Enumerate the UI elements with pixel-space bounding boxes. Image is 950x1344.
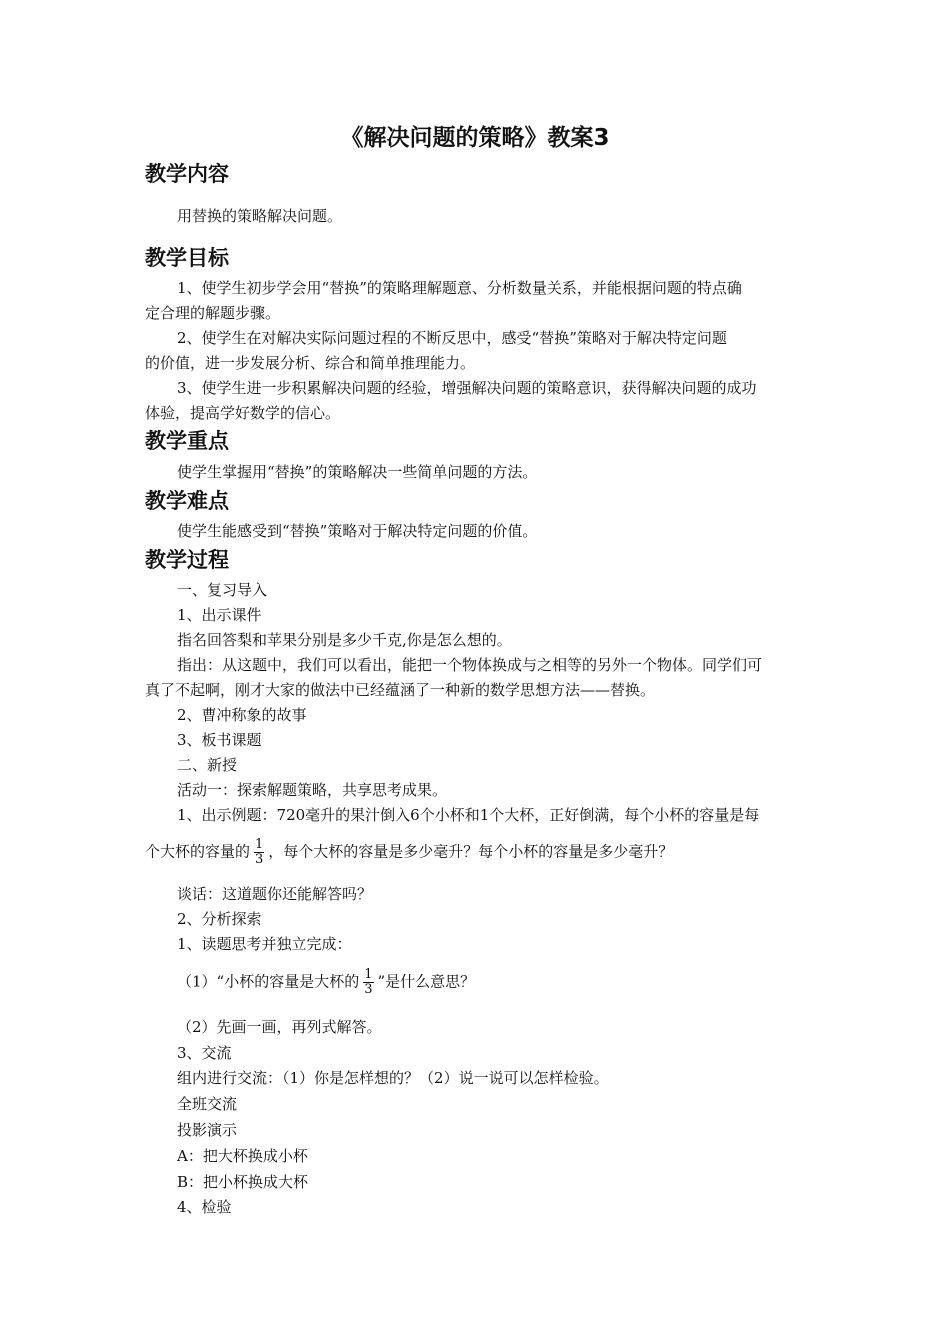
key-text: 使学生掌握用“替换”的策略解决一些简单问题的方法。	[177, 463, 538, 481]
process-line: 指出：从这题中，我们可以看出，能把一个物体换成与之相等的另外一个物体。同学们可	[177, 656, 763, 674]
process-line: 投影演示	[177, 1121, 238, 1139]
process-line: （2）先画一画，再列式解答。	[177, 1018, 382, 1036]
example-problem-line-1: 1、出示例题：720毫升的果汁倒入6个小杯和1个大杯，正好倒满，每个小杯的容量是每	[177, 806, 760, 824]
goal-3-line-1: 3、使学生进一步积累解决问题的经验，增强解决问题的策略意识，获得解决问题的成功	[177, 379, 757, 397]
fraction-numerator: 1	[255, 837, 264, 852]
process-line: 真了不起啊，刚才大家的做法中已经蕴涵了一种新的数学思想方法——替换。	[145, 681, 656, 699]
process-line: A：把大杯换成小杯	[177, 1147, 308, 1165]
question-1-line	[177, 968, 475, 997]
process-line: 组内进行交流：（1）你是怎样想的？（2）说一说可以怎样检验。	[177, 1069, 609, 1087]
fraction-denominator: 3	[255, 852, 264, 867]
difficulty-text: 使学生能感受到“替换”策略对于解决特定问题的价值。	[177, 522, 538, 540]
process-line: 谈话：这道题你还能解答吗？	[177, 885, 373, 903]
fraction-one-third	[254, 838, 264, 867]
goal-1-line-1: 1、使学生初步学会用“替换”的策略理解题意、分析数量关系，并能根据问题的特点确	[177, 279, 742, 297]
process-line: 一、复习导入	[177, 581, 268, 599]
process-line: 3、交流	[177, 1044, 232, 1062]
page-title: 《解决问题的策略》教案3	[340, 125, 610, 151]
question-1-text: ”是什么意思？	[377, 972, 476, 991]
goal-1-line-2: 定合理的解题步骤。	[145, 304, 281, 322]
example-problem-text: 个大杯的容量的	[145, 842, 251, 861]
process-line: 3、板书课题	[177, 731, 262, 749]
content-text: 用替换的策略解决问题。	[177, 207, 343, 225]
process-line: 二、新授	[177, 756, 238, 774]
heading-key: 教学重点	[145, 429, 229, 453]
process-line: 活动一：探索解题策略，共享思考成果。	[177, 781, 448, 799]
fraction-denominator: 3	[364, 982, 373, 997]
process-line: 指名回答梨和苹果分别是多少千克,你是怎么想的。	[177, 631, 512, 649]
heading-goals: 教学目标	[145, 246, 229, 270]
goal-3-line-2: 体验，提高学好数学的信心。	[145, 404, 341, 422]
goal-2-line-2: 的价值，进一步发展分析、综合和简单推理能力。	[145, 354, 476, 372]
process-line: 4、检验	[177, 1198, 232, 1216]
example-problem-line-2	[145, 838, 673, 867]
process-line: 2、曹冲称象的故事	[177, 706, 307, 724]
process-line: B：把小杯换成大杯	[177, 1173, 309, 1191]
heading-difficulty: 教学难点	[145, 489, 229, 513]
fraction-one-third	[363, 968, 373, 997]
goal-2-line-1: 2、使学生在对解决实际问题过程的不断反思中，感受“替换”策略对于解决特定问题	[177, 329, 727, 347]
heading-content: 教学内容	[145, 162, 229, 186]
process-line: 1、读题思考并独立完成：	[177, 935, 352, 953]
fraction-numerator: 1	[364, 967, 373, 982]
heading-process: 教学过程	[145, 548, 229, 572]
question-1-text: （1）“小杯的容量是大杯的	[177, 972, 360, 991]
process-line: 1、出示课件	[177, 606, 262, 624]
process-line: 2、分析探索	[177, 910, 262, 928]
example-problem-text: ，每个大杯的容量是多少毫升？每个小杯的容量是多少毫升？	[268, 842, 674, 861]
process-line: 全班交流	[177, 1095, 238, 1113]
